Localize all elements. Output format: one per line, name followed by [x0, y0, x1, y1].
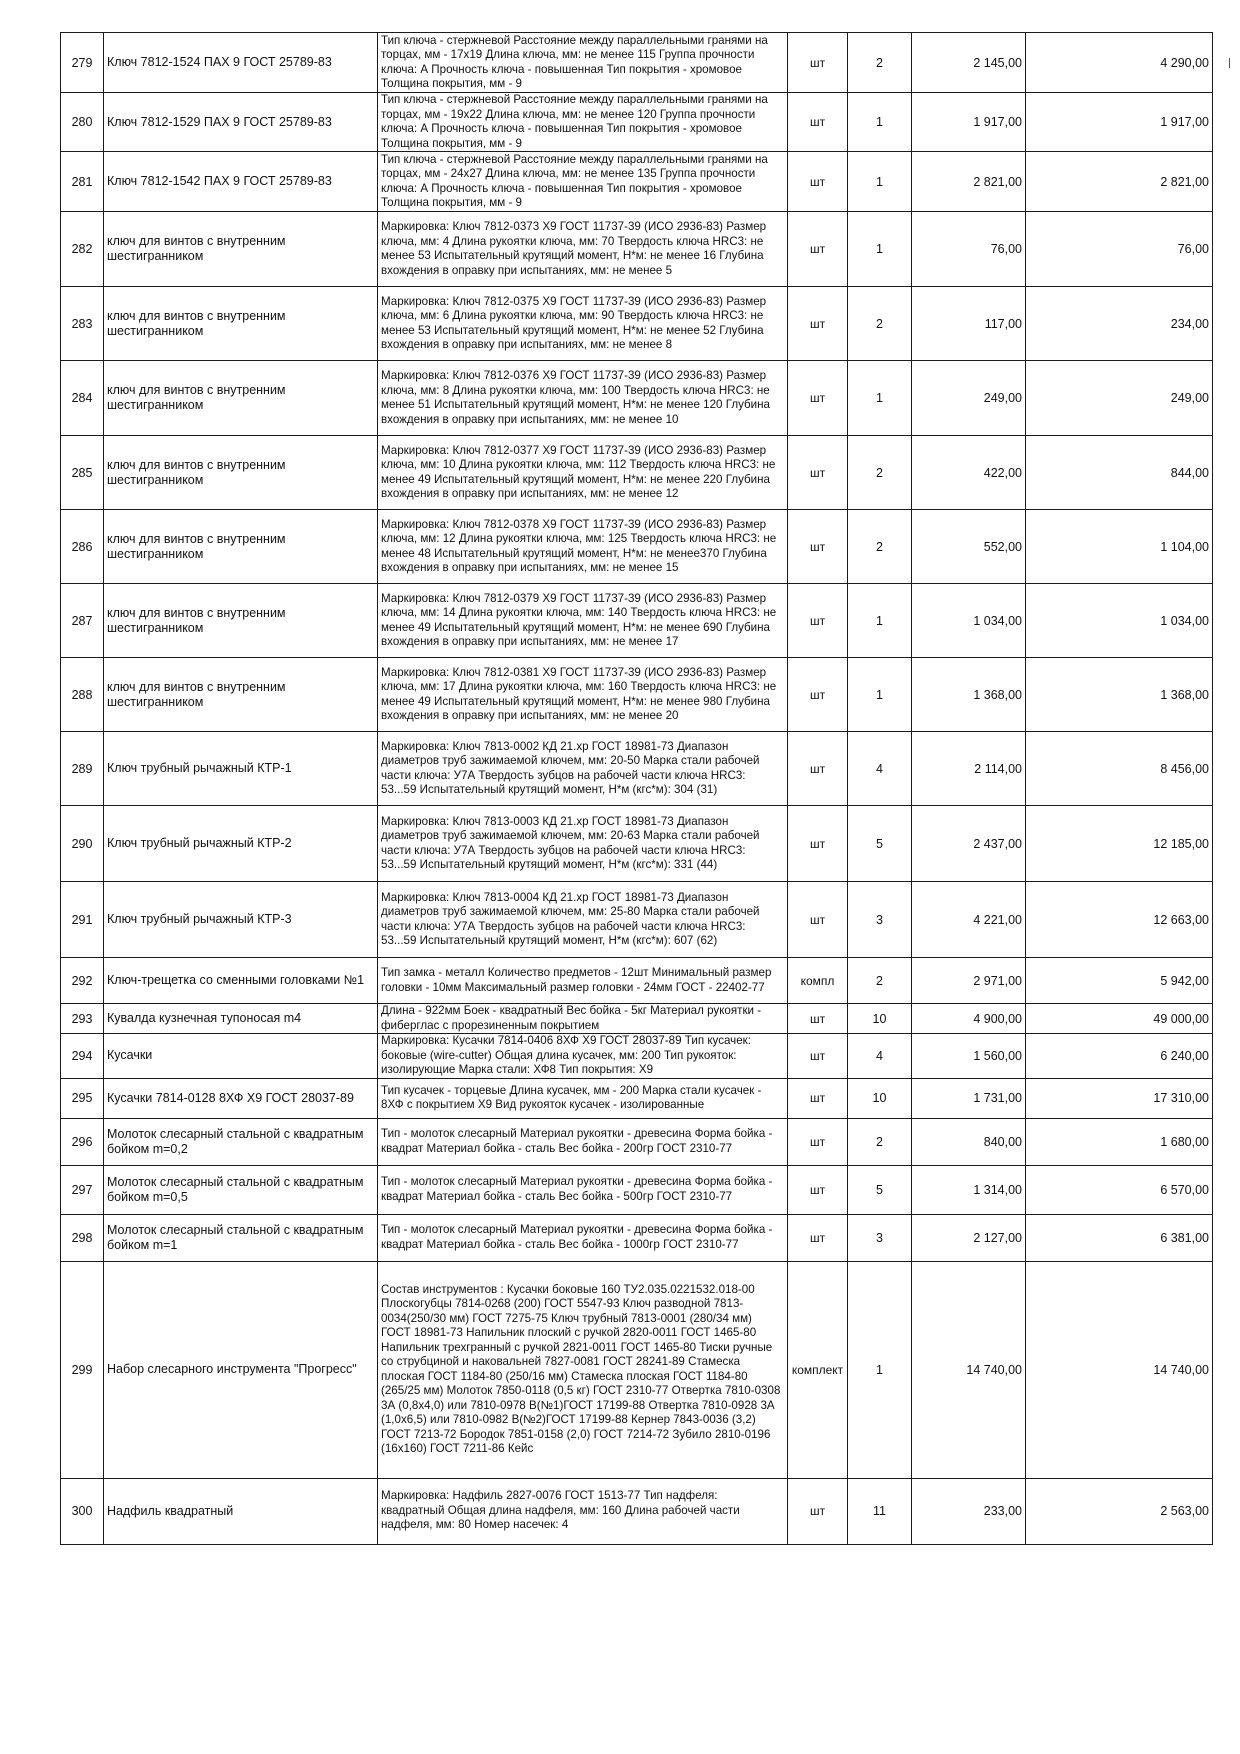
unit-price: 76,00	[912, 212, 1026, 287]
item-name: Ключ 7812-1529 ПАХ 9 ГОСТ 25789-83	[104, 93, 378, 152]
unit: шт	[788, 93, 848, 152]
item-description: Тип - молоток слесарный Материал рукоятки - древесина Форма бойка - квадрат Материал бойка - сталь Вес бойка - 1000гр ГОСТ 2310-77	[378, 1214, 788, 1261]
quantity: 10	[848, 1078, 912, 1118]
quantity: 2	[848, 287, 912, 361]
table-row	[61, 584, 1213, 658]
item-description: Маркировка: Ключ 7813-0004 КД 21.хр ГОСТ 18981-73 Диапазон диаметров труб зажимаемой ключем, мм: 25-80 Марка стали рабочей части ключа: У7А Твердость зубцов на рабочей части ключа HRC3: 53...59 Испытательный крутящий момент, Н*м (кгс*м): 607 (62)	[378, 882, 788, 958]
total-amount: 6 381,00	[1026, 1214, 1213, 1261]
unit: шт	[788, 361, 848, 436]
table-row	[61, 436, 1213, 510]
unit-price: 1 917,00	[912, 93, 1026, 152]
unit: шт	[788, 882, 848, 958]
quantity: 4	[848, 1034, 912, 1079]
total-amount: 1 034,00	[1026, 584, 1213, 658]
total-amount: 249,00	[1026, 361, 1213, 436]
row-number: 298	[61, 1214, 104, 1261]
unit: шт	[788, 1078, 848, 1118]
unit: шт	[788, 1478, 848, 1544]
table-row	[61, 1034, 1213, 1079]
items-table	[60, 32, 1213, 1545]
quantity: 1	[848, 584, 912, 658]
unit-price: 1 314,00	[912, 1165, 1026, 1214]
item-name: Ключ трубный рычажный КТР-1	[104, 732, 378, 806]
unit-price: 1 368,00	[912, 658, 1026, 732]
quantity: 2	[848, 33, 912, 93]
quantity: 3	[848, 1214, 912, 1261]
row-number: 283	[61, 287, 104, 361]
item-name: Молоток слесарный стальной с квадратным бойком m=0,5	[104, 1165, 378, 1214]
quantity: 1	[848, 1261, 912, 1478]
item-name: Кувалда кузнечная тупоносая m4	[104, 1004, 378, 1034]
item-description: Маркировка: Ключ 7812-0376 Х9 ГОСТ 11737-39 (ИСО 2936-83) Размер ключа, мм: 8 Длина рукоятки ключа, мм: 100 Твердость ключа HRC3: не менее 51 Испытательный крутящий момент, Н*м: не менее 120 Глубина вхождения в оправку при испытаниях, мм: не менее 10	[378, 361, 788, 436]
table-row	[61, 93, 1213, 152]
item-name: ключ для винтов с внутренним шестигранником	[104, 436, 378, 510]
item-description: Маркировка: Кусачки 7814-0406 8ХФ Х9 ГОСТ 28037-89 Тип кусачек: боковые (wire-cutter) Общая длина кусачек, мм: 200 Тип рукояток: изолирующие Марка стали: ХФ8 Тип покрытия: Х9	[378, 1034, 788, 1079]
total-amount: 1 368,00	[1026, 658, 1213, 732]
unit-price: 4 221,00	[912, 882, 1026, 958]
item-name: Ключ-трещетка со сменными головками №1	[104, 958, 378, 1004]
total-amount: 8 456,00	[1026, 732, 1213, 806]
row-number: 280	[61, 93, 104, 152]
item-description: Маркировка: Ключ 7812-0375 Х9 ГОСТ 11737-39 (ИСО 2936-83) Размер ключа, мм: 6 Длина рукоятки ключа, мм: 90 Твердость ключа HRC3: не менее 53 Испытательный крутящий момент, Н*м: не менее 52 Глубина вхождения в оправку при испытаниях, мм: не менее 8	[378, 287, 788, 361]
quantity: 1	[848, 212, 912, 287]
quantity: 2	[848, 510, 912, 584]
items-table-body	[61, 33, 1213, 1545]
table-row	[61, 806, 1213, 882]
quantity: 1	[848, 93, 912, 152]
total-amount: 76,00	[1026, 212, 1213, 287]
table-row	[61, 958, 1213, 1004]
unit: шт	[788, 287, 848, 361]
item-description: Тип ключа - стержневой Расстояние между параллельными гранями на торцах, мм - 17х19 Длина ключа, мм: не менее 115 Группа прочности ключа: А Прочность ключа - повышенная Тип покрытия - хромовое Толщина покрытия, мм - 9	[378, 33, 788, 93]
table-row	[61, 1261, 1213, 1478]
item-description: Маркировка: Ключ 7812-0378 Х9 ГОСТ 11737-39 (ИСО 2936-83) Размер ключа, мм: 12 Длина рукоятки ключа, мм: 125 Твердость ключа HRC3: не менее 48 Испытательный крутящий момент, Н*м: не менее370 Глубина вхождения в оправку при испытаниях, мм: не менее 15	[378, 510, 788, 584]
unit-price: 840,00	[912, 1118, 1026, 1165]
unit-price: 4 900,00	[912, 1004, 1026, 1034]
item-name: Ключ 7812-1542 ПАХ 9 ГОСТ 25789-83	[104, 152, 378, 212]
item-name: ключ для винтов с внутренним шестигранником	[104, 658, 378, 732]
total-amount: 5 942,00	[1026, 958, 1213, 1004]
table-row	[61, 732, 1213, 806]
quantity: 3	[848, 882, 912, 958]
quantity: 5	[848, 806, 912, 882]
table-row	[61, 1165, 1213, 1214]
item-description: Маркировка: Надфиль 2827-0076 ГОСТ 1513-77 Тип надфеля: квадратный Общая длина надфеля, мм: 160 Длина рабочей части надфеля, мм: 80 Номер насечек: 4	[378, 1478, 788, 1544]
row-number: 300	[61, 1478, 104, 1544]
item-name: ключ для винтов с внутренним шестигранником	[104, 361, 378, 436]
unit: шт	[788, 806, 848, 882]
quantity: 2	[848, 436, 912, 510]
row-number: 279	[61, 33, 104, 93]
unit: шт	[788, 1034, 848, 1079]
item-name: Молоток слесарный стальной с квадратным бойком m=1	[104, 1214, 378, 1261]
item-description: Тип ключа - стержневой Расстояние между параллельными гранями на торцах, мм - 19х22 Длина ключа, мм: не менее 120 Группа прочности ключа: А Прочность ключа - повышенная Тип покрытия - хромовое Толщина покрытия, мм - 9	[378, 93, 788, 152]
unit: шт	[788, 1118, 848, 1165]
quantity: 5	[848, 1165, 912, 1214]
row-number: 294	[61, 1034, 104, 1079]
item-name: ключ для винтов с внутренним шестигранником	[104, 287, 378, 361]
total-amount: 49 000,00	[1026, 1004, 1213, 1034]
unit: шт	[788, 33, 848, 93]
item-name: ключ для винтов с внутренним шестигранником	[104, 510, 378, 584]
item-description: Тип - молоток слесарный Материал рукоятки - древесина Форма бойка - квадрат Материал бойка - сталь Вес бойка - 500гр ГОСТ 2310-77	[378, 1165, 788, 1214]
row-number: 287	[61, 584, 104, 658]
unit: шт	[788, 1165, 848, 1214]
unit-price: 1 034,00	[912, 584, 1026, 658]
item-description: Маркировка: Ключ 7813-0003 КД 21.хр ГОСТ 18981-73 Диапазон диаметров труб зажимаемой ключем, мм: 20-63 Марка стали рабочей части ключа: У7А Твердость зубцов на рабочей части ключа HRC3: 53...59 Испытательный крутящий момент, Н*м (кгс*м): 331 (44)	[378, 806, 788, 882]
total-amount: 17 310,00	[1026, 1078, 1213, 1118]
unit-price: 552,00	[912, 510, 1026, 584]
unit: шт	[788, 1004, 848, 1034]
table-row	[61, 152, 1213, 212]
item-name: Кусачки	[104, 1034, 378, 1079]
item-name: Ключ трубный рычажный КТР-3	[104, 882, 378, 958]
unit-price: 2 821,00	[912, 152, 1026, 212]
row-number: 296	[61, 1118, 104, 1165]
unit: комплект	[788, 1261, 848, 1478]
row-number: 281	[61, 152, 104, 212]
row-number: 293	[61, 1004, 104, 1034]
table-row	[61, 1078, 1213, 1118]
total-amount: 12 663,00	[1026, 882, 1213, 958]
row-number: 297	[61, 1165, 104, 1214]
item-description: Тип кусачек - торцевые Длина кусачек, мм - 200 Марка стали кусачек - 8ХФ с покрытием Х9 Вид рукояток кусачек - изолированные	[378, 1078, 788, 1118]
quantity: 1	[848, 658, 912, 732]
total-amount: 234,00	[1026, 287, 1213, 361]
table-row	[61, 1478, 1213, 1544]
item-description: Состав инструментов : Кусачки боковые 160 ТУ2.035.0221532.018-00 Плоскогубцы 7814-0268 (200) ГОСТ 5547-93 Ключ разводной 7813-0034(250/30 мм) ГОСТ 7275-75 Ключ трубный 7813-0001 (280/34 мм) ГОСТ 18981-73 Напильник плоский с ручкой 2820-0011 ГОСТ 1465-80 Напильник трехгранный с ручкой 2821-0011 ГОСТ 1465-80 Тиски ручные со струбциной и наковальней 7827-0081 ГОСТ 28241-89 Стамеска плоская ГОСТ 1184-80 (250/16 мм) Стамеска плоская ГОСТ 1184-80 (265/25 мм) Молоток 7850-0118 (0,5 кг) ГОСТ 2310-77 Отвертка 7810-0308 3А (0,8х4,0) или 7810-0978 В(№1)ГОСТ 17199-88 Отвертка 7810-0928 3А (1,0х6,5) или 7810-0982 В(№2)ГОСТ 17199-88 Кернер 7843-0036 (3,2) ГОСТ 7213-72 Бородок 7851-0158 (2,0) ГОСТ 7214-72 Зубило 2810-0196 (16х160) ГОСТ 7211-86 Кейс	[378, 1261, 788, 1478]
table-row	[61, 510, 1213, 584]
item-description: Маркировка: Ключ 7812-0377 Х9 ГОСТ 11737-39 (ИСО 2936-83) Размер ключа, мм: 10 Длина рукоятки ключа, мм: 112 Твердость ключа HRC3: не менее 49 Испытательный крутящий момент, Н*м: не менее 220 Глубина вхождения в оправку при испытаниях, мм: не менее 12	[378, 436, 788, 510]
unit-price: 2 127,00	[912, 1214, 1026, 1261]
table-row	[61, 212, 1213, 287]
row-number: 292	[61, 958, 104, 1004]
item-description: Тип - молоток слесарный Материал рукоятки - древесина Форма бойка - квадрат Материал бойка - сталь Вес бойка - 200гр ГОСТ 2310-77	[378, 1118, 788, 1165]
row-number: 290	[61, 806, 104, 882]
unit: шт	[788, 152, 848, 212]
document-sheet	[60, 32, 1212, 1545]
item-description: Маркировка: Ключ 7813-0002 КД 21.хр ГОСТ 18981-73 Диапазон диаметров труб зажимаемой ключем, мм: 20-50 Марка стали рабочей части ключа: У7А Твердость зубцов на рабочей части ключа HRC3: 53...59 Испытательный крутящий момент, Н*м (кгс*м): 304 (31)	[378, 732, 788, 806]
item-description: Тип ключа - стержневой Расстояние между параллельными гранями на торцах, мм - 24х27 Длина ключа, мм: не менее 135 Группа прочности ключа: А Прочность ключа - повышенная Тип покрытия - хромовое Толщина покрытия, мм - 9	[378, 152, 788, 212]
row-number: 284	[61, 361, 104, 436]
row-number: 291	[61, 882, 104, 958]
unit: шт	[788, 732, 848, 806]
unit-price: 233,00	[912, 1478, 1026, 1544]
quantity: 1	[848, 152, 912, 212]
unit: шт	[788, 584, 848, 658]
item-description: Маркировка: Ключ 7812-0381 Х9 ГОСТ 11737-39 (ИСО 2936-83) Размер ключа, мм: 17 Длина рукоятки ключа, мм: 160 Твердость ключа HRC3: не менее 49 Испытательный крутящий момент, Н*м: не менее 980 Глубина вхождения в оправку при испытаниях, мм: не менее 20	[378, 658, 788, 732]
unit-price: 1 560,00	[912, 1034, 1026, 1079]
item-name: Ключ 7812-1524 ПАХ 9 ГОСТ 25789-83	[104, 33, 378, 93]
quantity: 1	[848, 361, 912, 436]
total-amount: 6 240,00	[1026, 1034, 1213, 1079]
quantity: 10	[848, 1004, 912, 1034]
table-row	[61, 33, 1213, 93]
unit: шт	[788, 1214, 848, 1261]
row-number: 295	[61, 1078, 104, 1118]
item-description: Длина - 922мм Боек - квадратный Вес бойка - 5кг Материал рукоятки - фиберглас с прорезиненным покрытием	[378, 1004, 788, 1034]
quantity: 11	[848, 1478, 912, 1544]
unit: шт	[788, 510, 848, 584]
unit-price: 117,00	[912, 287, 1026, 361]
item-name: Набор слесарного инструмента "Прогресс"	[104, 1261, 378, 1478]
item-name: Молоток слесарный стальной с квадратным бойком m=0,2	[104, 1118, 378, 1165]
unit-price: 2 145,00	[912, 33, 1026, 93]
row-number: 288	[61, 658, 104, 732]
quantity: 4	[848, 732, 912, 806]
item-description: Маркировка: Ключ 7812-0373 Х9 ГОСТ 11737-39 (ИСО 2936-83) Размер ключа, мм: 4 Длина рукоятки ключа, мм: 70 Твердость ключа HRC3: не менее 53 Испытательный крутящий момент, Н*м: не менее 16 Глубина вхождения в оправку при испытаниях, мм: не менее 5	[378, 212, 788, 287]
item-name: ключ для винтов с внутренним шестигранником	[104, 212, 378, 287]
item-name: Ключ трубный рычажный КТР-2	[104, 806, 378, 882]
unit-price: 14 740,00	[912, 1261, 1026, 1478]
total-amount: 6 570,00	[1026, 1165, 1213, 1214]
total-amount: 12 185,00	[1026, 806, 1213, 882]
quantity: 2	[848, 958, 912, 1004]
total-amount: 1 680,00	[1026, 1118, 1213, 1165]
edge-mark	[1229, 58, 1233, 68]
unit: шт	[788, 658, 848, 732]
unit-price: 2 437,00	[912, 806, 1026, 882]
total-amount: 4 290,00	[1026, 33, 1213, 93]
row-number: 285	[61, 436, 104, 510]
unit-price: 422,00	[912, 436, 1026, 510]
table-row	[61, 361, 1213, 436]
total-amount: 1 104,00	[1026, 510, 1213, 584]
quantity: 2	[848, 1118, 912, 1165]
unit-price: 1 731,00	[912, 1078, 1026, 1118]
unit: шт	[788, 436, 848, 510]
row-number: 299	[61, 1261, 104, 1478]
table-row	[61, 1004, 1213, 1034]
total-amount: 14 740,00	[1026, 1261, 1213, 1478]
table-row	[61, 1118, 1213, 1165]
table-row	[61, 1214, 1213, 1261]
row-number: 289	[61, 732, 104, 806]
unit: компл	[788, 958, 848, 1004]
unit-price: 2 114,00	[912, 732, 1026, 806]
total-amount: 2 563,00	[1026, 1478, 1213, 1544]
item-description: Маркировка: Ключ 7812-0379 Х9 ГОСТ 11737-39 (ИСО 2936-83) Размер ключа, мм: 14 Длина рукоятки ключа, мм: 140 Твердость ключа HRC3: не менее 49 Испытательный крутящий момент, Н*м: не менее 690 Глубина вхождения в оправку при испытаниях, мм: не менее 17	[378, 584, 788, 658]
item-name: Надфиль квадратный	[104, 1478, 378, 1544]
total-amount: 2 821,00	[1026, 152, 1213, 212]
total-amount: 1 917,00	[1026, 93, 1213, 152]
row-number: 282	[61, 212, 104, 287]
table-row	[61, 658, 1213, 732]
row-number: 286	[61, 510, 104, 584]
item-name: Кусачки 7814-0128 8ХФ Х9 ГОСТ 28037-89	[104, 1078, 378, 1118]
item-name: ключ для винтов с внутренним шестигранником	[104, 584, 378, 658]
table-row	[61, 882, 1213, 958]
unit-price: 249,00	[912, 361, 1026, 436]
total-amount: 844,00	[1026, 436, 1213, 510]
unit-price: 2 971,00	[912, 958, 1026, 1004]
item-description: Тип замка - металл Количество предметов - 12шт Минимальный размер головки - 10мм Максимальный размер головки - 24мм ГОСТ - 22402-77	[378, 958, 788, 1004]
unit: шт	[788, 212, 848, 287]
table-row	[61, 287, 1213, 361]
